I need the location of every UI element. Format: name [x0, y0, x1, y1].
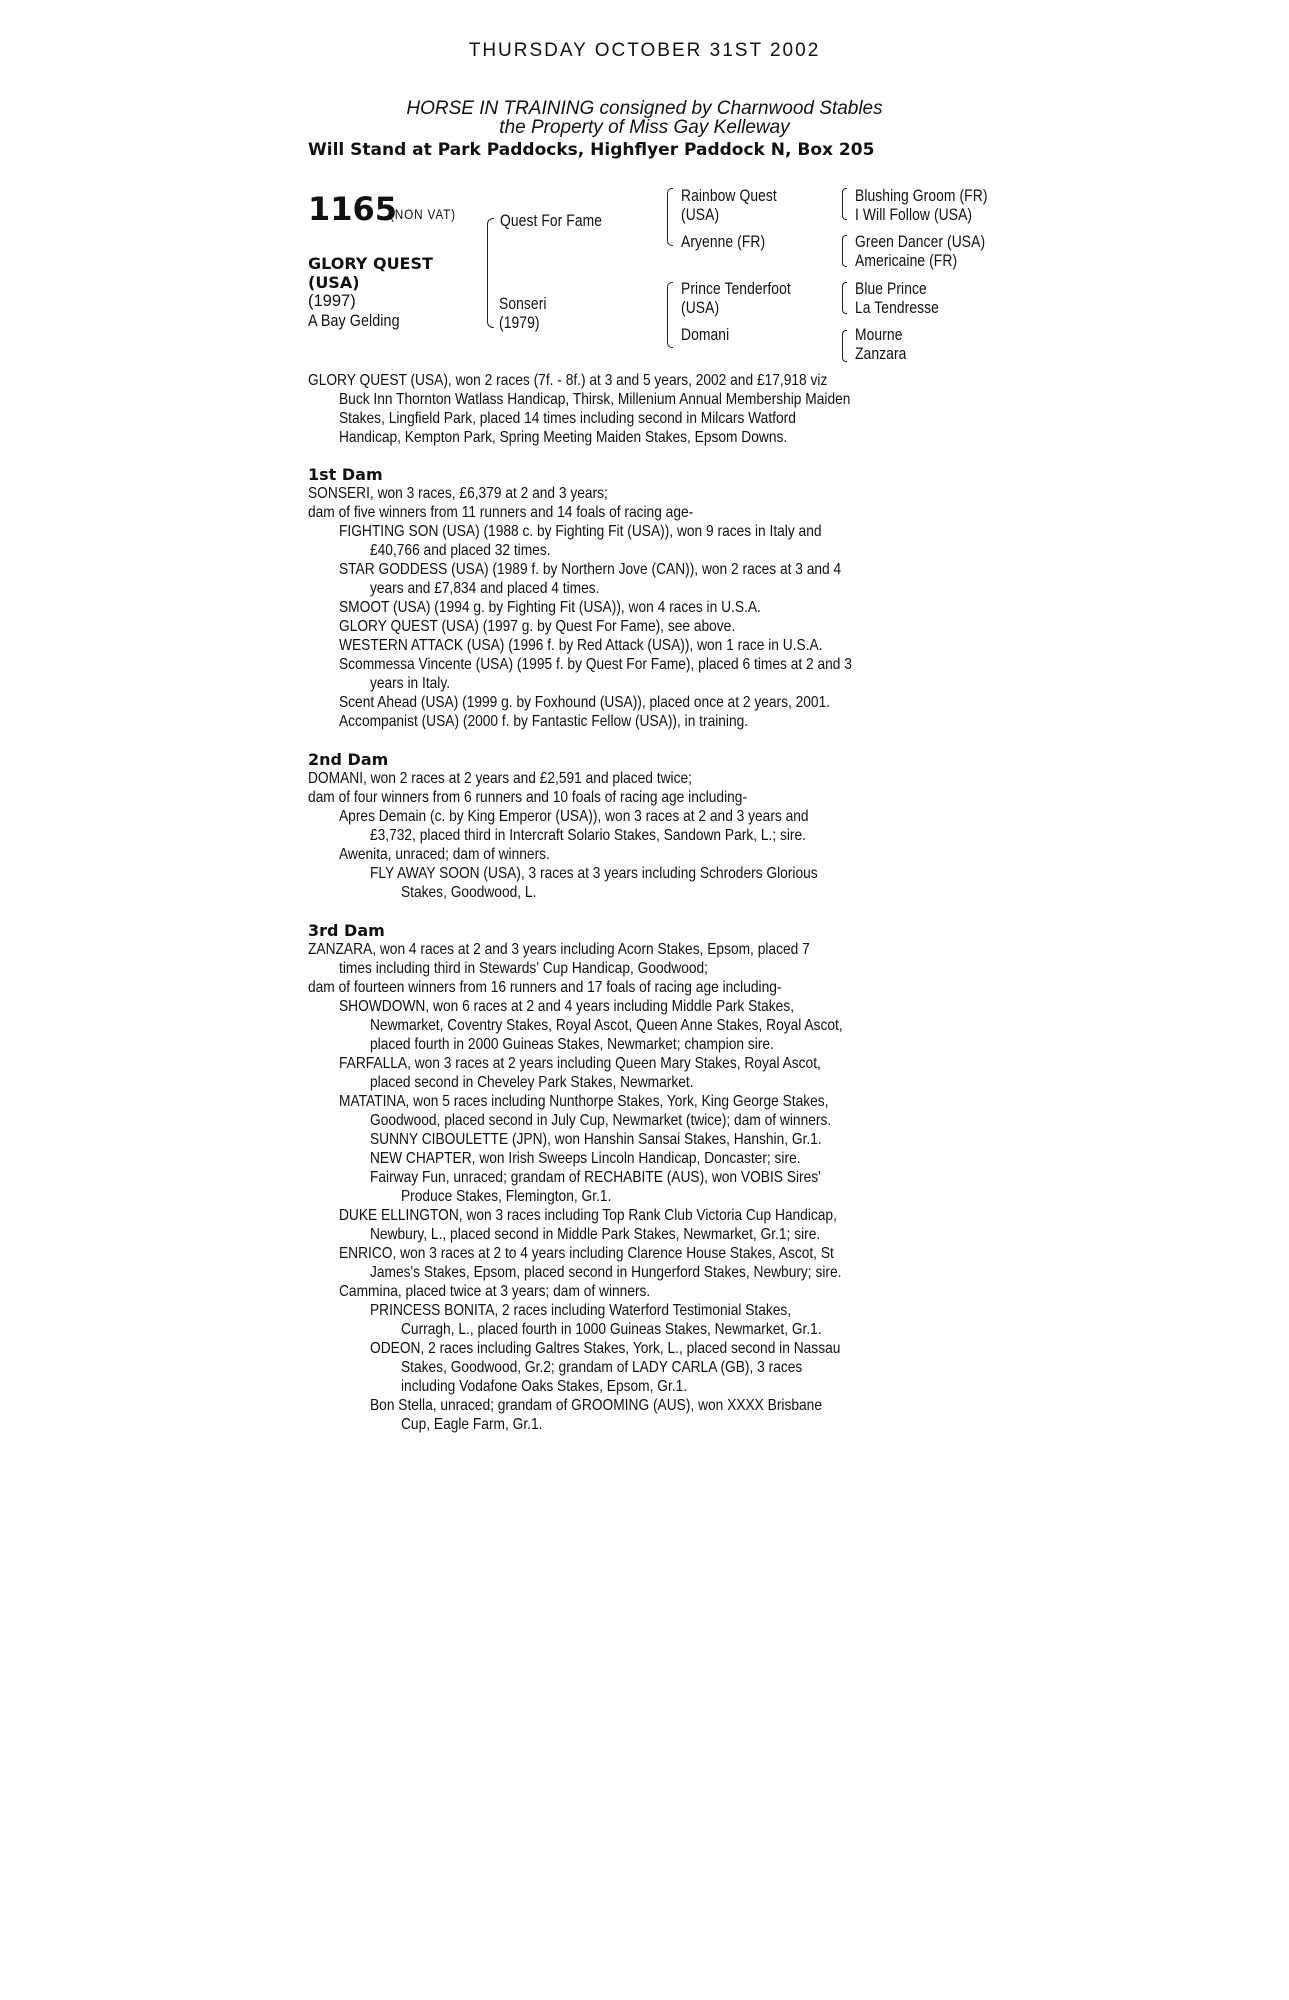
dam3-line: placed fourth in 2000 Guineas Stakes, Newmarket; champion sire.: [370, 1036, 774, 1053]
dam3-line: Cup, Eagle Farm, Gr.1.: [401, 1416, 543, 1433]
dam1-line: Accompanist (USA) (2000 f. by Fantastic Fellow (USA)), in training.: [339, 713, 749, 730]
dam3-line: James's Stakes, Epsom, placed second in Hungerford Stakes, Newbury; sire.: [370, 1264, 842, 1281]
dam3-line: placed second in Cheveley Park Stakes, Newmarket.: [370, 1074, 694, 1091]
pedigree-brace-dam: [667, 282, 673, 348]
horse-country: (USA): [308, 273, 360, 292]
dam2-line: FLY AWAY SOON (USA), 3 races at 3 years including Schroders Glorious: [370, 865, 818, 882]
dam1-line: years in Italy.: [370, 675, 451, 692]
dam3-line: Fairway Fun, unraced; grandam of RECHABITE (AUS), won VOBIS Sires': [370, 1169, 821, 1186]
dam3-line: Produce Stakes, Flemington, Gr.1.: [401, 1188, 612, 1205]
dam3-line: NEW CHAPTER, won Irish Sweeps Lincoln Handicap, Doncaster; sire.: [370, 1150, 801, 1167]
dam1-line: FIGHTING SON (USA) (1988 c. by Fighting Fit (USA)), won 9 races in Italy and: [339, 523, 822, 540]
pedigree-ss-1: Rainbow Quest: [681, 187, 777, 205]
dam1-line: Scent Ahead (USA) (1999 g. by Foxhound (USA)), placed once at 2 years, 2001.: [339, 694, 831, 711]
pedigree-dam-year: (1979): [499, 314, 540, 332]
horse-description: A Bay Gelding: [308, 311, 400, 330]
pedigree-sdd: Americaine (FR): [855, 252, 958, 270]
owner-line: the Property of Miss Gay Kelleway: [499, 117, 790, 138]
section-title-1st-dam: 1st Dam: [308, 465, 383, 484]
pedigree-ssd: I Will Follow (USA): [855, 206, 973, 224]
pedigree-sd: Aryenne (FR): [681, 233, 766, 251]
dam1-line: SONSERI, won 3 races, £6,379 at 2 and 3 years;: [308, 485, 608, 502]
dam2-line: Apres Demain (c. by King Emperor (USA)), won 3 races at 2 and 3 years and: [339, 808, 809, 825]
pedigree-brace-ss: [842, 188, 847, 220]
dam3-line: Goodwood, placed second in July Cup, Newmarket (twice); dam of winners.: [370, 1112, 832, 1129]
dam2-line: Stakes, Goodwood, L.: [401, 884, 537, 901]
pedigree-sds: Green Dancer (USA): [855, 233, 986, 251]
pedigree-ddd: Zanzara: [855, 345, 907, 363]
sale-date: THURSDAY OCTOBER 31ST 2002: [468, 40, 821, 61]
summary-line: Handicap, Kempton Park, Spring Meeting Maiden Stakes, Epsom Downs.: [339, 429, 788, 446]
lot-number: 1165: [308, 190, 398, 228]
dam3-line: Curragh, L., placed fourth in 1000 Guineas Stakes, Newmarket, Gr.1.: [401, 1321, 822, 1338]
dam1-line: SMOOT (USA) (1994 g. by Fighting Fit (USA)), won 4 races in U.S.A.: [339, 599, 761, 616]
summary-line: Stakes, Lingfield Park, placed 14 times including second in Milcars Watford: [339, 410, 796, 427]
pedigree-sss: Blushing Groom (FR): [855, 187, 988, 205]
dam3-line: ODEON, 2 races including Galtres Stakes, York, L., placed second in Nassau: [370, 1340, 841, 1357]
dam3-line: SUNNY CIBOULETTE (JPN), won Hanshin Sansai Stakes, Hanshin, Gr.1.: [370, 1131, 822, 1148]
dam3-line: Stakes, Goodwood, Gr.2; grandam of LADY CARLA (GB), 3 races: [401, 1359, 803, 1376]
pedigree-dam: Sonseri: [499, 295, 547, 313]
dam2-line: Awenita, unraced; dam of winners.: [339, 846, 550, 863]
pedigree-brace-dd: [842, 330, 847, 362]
dam1-line: years and £7,834 and placed 4 times.: [370, 580, 600, 597]
pedigree-ds-1: Prince Tenderfoot: [681, 280, 791, 298]
pedigree-brace-main: [487, 218, 494, 328]
dam1-line: WESTERN ATTACK (USA) (1996 f. by Red Attack (USA)), won 1 race in U.S.A.: [339, 637, 823, 654]
pedigree-ds-2: (USA): [681, 299, 720, 317]
dam1-line: dam of five winners from 11 runners and 14 foals of racing age-: [308, 504, 694, 521]
dam1-line: STAR GODDESS (USA) (1989 f. by Northern Jove (CAN)), won 2 races at 3 and 4: [339, 561, 842, 578]
dam3-line: dam of fourteen winners from 16 runners and 17 foals of racing age including-: [308, 979, 782, 996]
pedigree-sire: Quest For Fame: [500, 212, 603, 230]
summary-line: Buck Inn Thornton Watlass Handicap, Thirsk, Millenium Annual Membership Maiden: [339, 391, 851, 408]
location-line: Will Stand at Park Paddocks, Highflyer Paddock N, Box 205: [308, 140, 875, 160]
dam1-line: £40,766 and placed 32 times.: [370, 542, 551, 559]
dam3-line: times including third in Stewards' Cup Handicap, Goodwood;: [339, 960, 708, 977]
dam3-line: ENRICO, won 3 races at 2 to 4 years including Clarence House Stakes, Ascot, St: [339, 1245, 834, 1262]
pedigree-brace-ds: [842, 282, 847, 314]
summary-line: GLORY QUEST (USA), won 2 races (7f. - 8f.) at 3 and 5 years, 2002 and £17,918 viz: [308, 372, 828, 389]
pedigree-brace-sire: [667, 188, 673, 246]
vat-status: (NON VAT): [390, 206, 456, 222]
dam3-line: Bon Stella, unraced; grandam of GROOMING (AUS), won XXXX Brisbane: [370, 1397, 822, 1414]
dam3-line: MATATINA, won 5 races including Nunthorpe Stakes, York, King George Stakes,: [339, 1093, 829, 1110]
dam3-line: PRINCESS BONITA, 2 races including Waterford Testimonial Stakes,: [370, 1302, 792, 1319]
dam3-line: including Vodafone Oaks Stakes, Epsom, Gr.1.: [401, 1378, 688, 1395]
horse-name: GLORY QUEST: [308, 254, 433, 273]
dam2-line: DOMANI, won 2 races at 2 years and £2,591 and placed twice;: [308, 770, 692, 787]
dam3-line: Newmarket, Coventry Stakes, Royal Ascot, Queen Anne Stakes, Royal Ascot,: [370, 1017, 843, 1034]
pedigree-brace-sd: [842, 235, 847, 267]
dam3-line: DUKE ELLINGTON, won 3 races including Top Rank Club Victoria Cup Handicap,: [339, 1207, 837, 1224]
dam3-line: Newbury, L., placed second in Middle Park Stakes, Newmarket, Gr.1; sire.: [370, 1226, 821, 1243]
pedigree-dd: Domani: [681, 326, 730, 344]
dam3-line: FARFALLA, won 3 races at 2 years including Queen Mary Stakes, Royal Ascot,: [339, 1055, 821, 1072]
foaling-year: (1997): [308, 292, 356, 310]
pedigree-ss-2: (USA): [681, 206, 720, 224]
dam3-line: ZANZARA, won 4 races at 2 and 3 years including Acorn Stakes, Epsom, placed 7: [308, 941, 810, 958]
pedigree-dss: Blue Prince: [855, 280, 927, 298]
dam2-line: dam of four winners from 6 runners and 10 foals of racing age including-: [308, 789, 748, 806]
dam2-line: £3,732, placed third in Intercraft Solario Stakes, Sandown Park, L.; sire.: [370, 827, 806, 844]
dam1-line: GLORY QUEST (USA) (1997 g. by Quest For Fame), see above.: [339, 618, 736, 635]
pedigree-dsd: La Tendresse: [855, 299, 939, 317]
section-title-3rd-dam: 3rd Dam: [308, 921, 385, 940]
dam3-line: Cammina, placed twice at 3 years; dam of winners.: [339, 1283, 651, 1300]
consignor-line: HORSE IN TRAINING consigned by Charnwood Stables: [406, 98, 883, 119]
pedigree-dds: Mourne: [855, 326, 903, 344]
dam1-line: Scommessa Vincente (USA) (1995 f. by Quest For Fame), placed 6 times at 2 and 3: [339, 656, 852, 673]
section-title-2nd-dam: 2nd Dam: [308, 750, 389, 769]
dam3-line: SHOWDOWN, won 6 races at 2 and 4 years including Middle Park Stakes,: [339, 998, 795, 1015]
